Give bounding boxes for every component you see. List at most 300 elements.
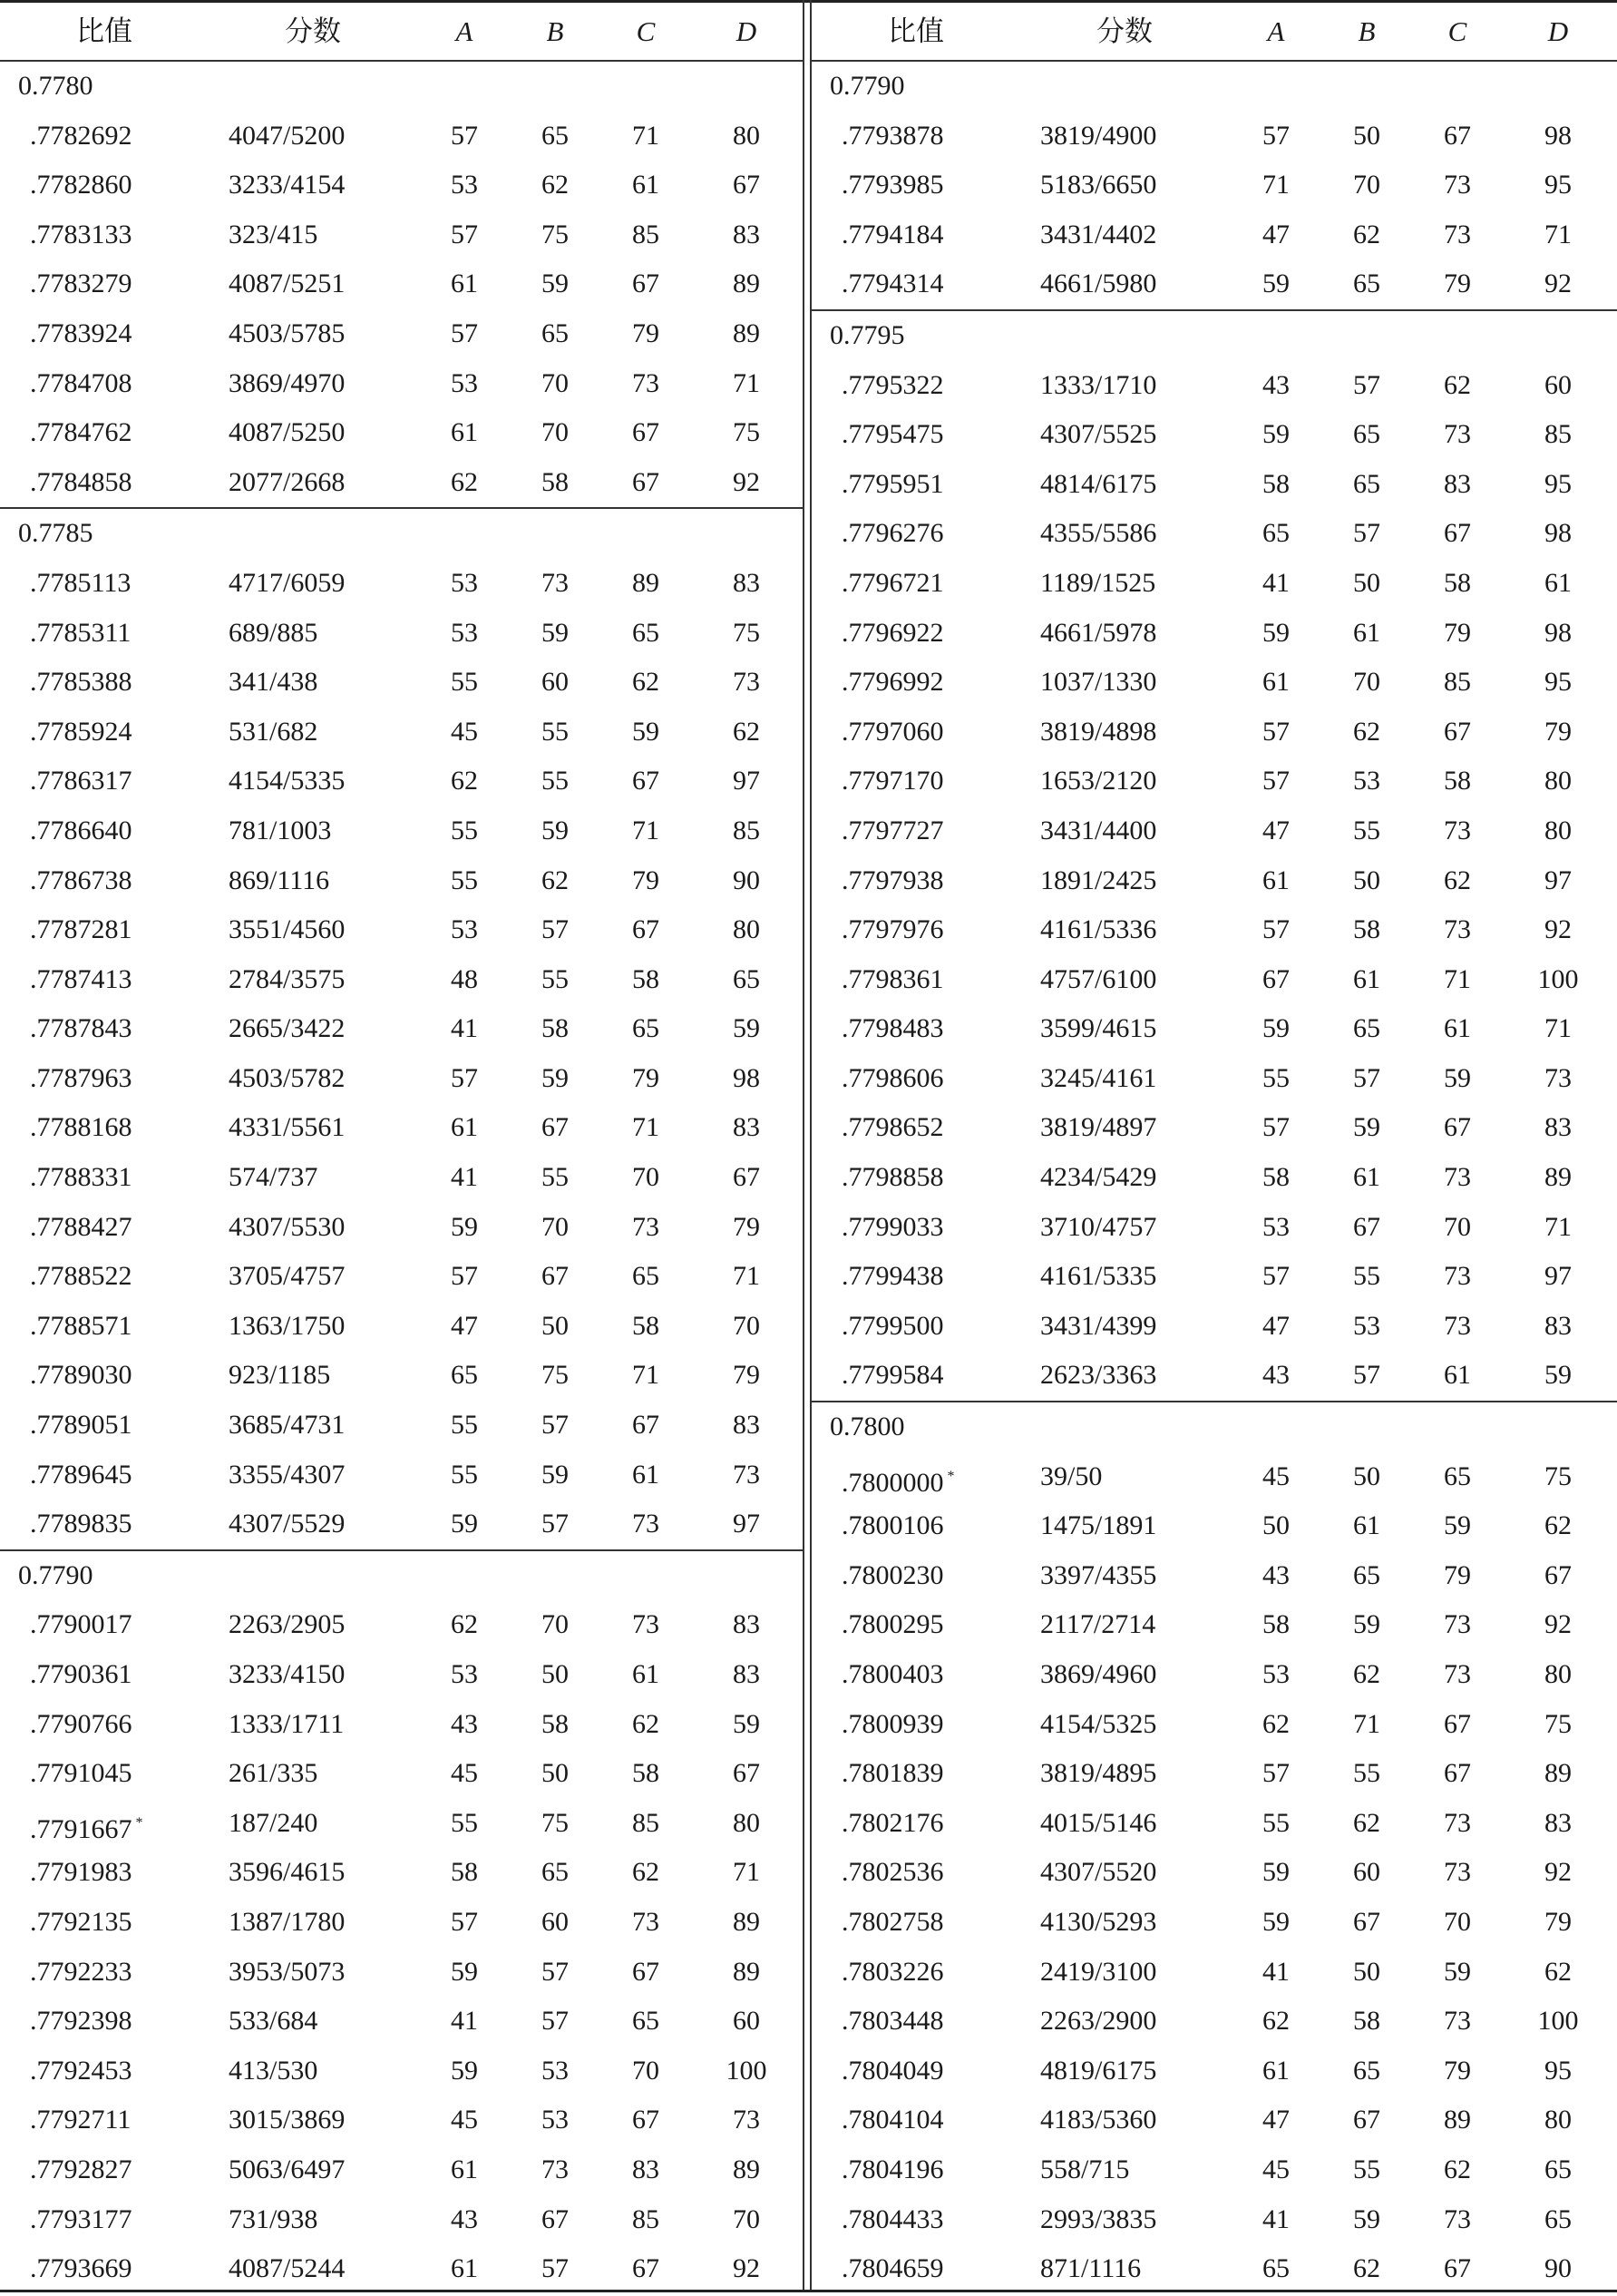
- c-cell: 67: [1444, 1112, 1471, 1143]
- b-cell: 70: [541, 1211, 569, 1242]
- b-cell: 75: [541, 219, 569, 249]
- fraction-cell: 323/415: [229, 219, 318, 249]
- fraction-cell: 574/737: [229, 1162, 318, 1193]
- c-cell: 62: [1444, 2154, 1471, 2184]
- ratio-cell: [842, 1004, 944, 1054]
- ratio-value: .7796992: [842, 667, 944, 698]
- ratio-cell: [842, 1351, 944, 1401]
- a-cell: 59: [1262, 1857, 1290, 1888]
- d-cell: 100: [726, 2055, 767, 2086]
- d-cell: 65: [1544, 2203, 1572, 2234]
- b-cell: 67: [541, 2203, 569, 2234]
- table-row: [812, 1153, 1617, 1203]
- table-row: [812, 2096, 1617, 2145]
- d-cell: 89: [1544, 1162, 1572, 1193]
- d-cell: 59: [733, 1013, 760, 1044]
- ratio-cell: [30, 955, 132, 1005]
- ratio-cell: [842, 1848, 944, 1898]
- ratio-value: .7783279: [30, 269, 132, 299]
- a-cell: 62: [451, 466, 478, 497]
- b-cell: 55: [1353, 1261, 1380, 1292]
- fraction-cell: 4183/5360: [1040, 2105, 1157, 2135]
- d-cell: 59: [1544, 1360, 1572, 1391]
- d-cell: 75: [733, 617, 760, 648]
- ratio-value: .7793669: [30, 2253, 132, 2284]
- c-cell: 79: [1444, 2055, 1471, 2086]
- d-cell: 62: [1544, 1510, 1572, 1541]
- table-row: [812, 361, 1617, 411]
- a-cell: 57: [451, 318, 478, 348]
- ratio-value: .7794184: [842, 219, 944, 249]
- a-cell: 61: [1262, 865, 1290, 895]
- table-row: [0, 1650, 803, 1700]
- ratio-value: .7792827: [30, 2154, 132, 2184]
- d-cell: 95: [1544, 170, 1572, 200]
- b-cell: 55: [1353, 2154, 1380, 2184]
- b-cell: 65: [1353, 269, 1380, 299]
- d-cell: 73: [733, 1459, 760, 1490]
- a-cell: 59: [1262, 269, 1290, 299]
- ratio-cell: [842, 1252, 944, 1302]
- c-cell: 67: [1444, 716, 1471, 747]
- c-cell: 58: [632, 1310, 659, 1341]
- table-row: [0, 708, 803, 757]
- d-cell: 92: [733, 2253, 760, 2284]
- header-c: C: [636, 15, 656, 47]
- b-cell: 57: [1353, 369, 1380, 400]
- fraction-cell: 5183/6650: [1040, 170, 1157, 200]
- b-cell: 59: [541, 269, 569, 299]
- a-cell: 61: [1262, 667, 1290, 698]
- ratio-value: .7800106: [842, 1510, 944, 1541]
- fraction-cell: 3245/4161: [1040, 1062, 1157, 1093]
- ratio-cell: [30, 1500, 132, 1549]
- table-row: [812, 1054, 1617, 1104]
- c-cell: 67: [1444, 1758, 1471, 1789]
- fraction-cell: 2263/2905: [229, 1609, 346, 1640]
- ratio-cell: [842, 905, 944, 955]
- fraction-cell: 2623/3363: [1040, 1360, 1157, 1391]
- ratio-value: .7799438: [842, 1261, 944, 1292]
- b-cell: 50: [541, 1758, 569, 1789]
- d-cell: 71: [733, 1261, 760, 1292]
- d-cell: 89: [733, 2154, 760, 2184]
- d-cell: 79: [1544, 716, 1572, 747]
- table-row: [812, 806, 1617, 856]
- ratio-value: .7784708: [30, 367, 132, 398]
- table-row: [0, 1103, 803, 1153]
- b-cell: 65: [541, 120, 569, 151]
- ratio-value: .7792711: [30, 2105, 132, 2135]
- ratio-value: .7782860: [30, 170, 132, 200]
- d-cell: 59: [733, 1708, 760, 1739]
- c-cell: 73: [632, 1609, 659, 1640]
- table-row: [0, 905, 803, 955]
- a-cell: 59: [1262, 617, 1290, 648]
- c-cell: 71: [632, 815, 659, 845]
- table-row: [0, 1451, 803, 1500]
- b-cell: 55: [541, 716, 569, 747]
- c-cell: 61: [632, 1659, 659, 1689]
- c-cell: 59: [1444, 1510, 1471, 1541]
- ratio-value: .7800000: [842, 1467, 944, 1498]
- ratio-value: .7785113: [30, 567, 132, 598]
- fraction-cell: 3869/4970: [229, 367, 346, 398]
- ratio-value: .7784762: [30, 417, 132, 448]
- a-cell: 58: [451, 1857, 478, 1888]
- group-row: [812, 62, 1617, 112]
- ratio-cell: [842, 509, 944, 559]
- ratio-value: .7788427: [30, 1211, 132, 1242]
- d-cell: 83: [733, 1112, 760, 1143]
- table-row: [812, 1351, 1617, 1401]
- b-cell: 57: [1353, 1360, 1380, 1391]
- d-cell: 80: [1544, 2105, 1572, 2135]
- a-cell: 61: [451, 2253, 478, 2284]
- a-cell: 59: [451, 1211, 478, 1242]
- a-cell: 53: [451, 567, 478, 598]
- table-body: [812, 62, 1617, 2294]
- d-cell: 83: [733, 1410, 760, 1441]
- table-body: [0, 62, 803, 2294]
- ratio-cell: [30, 259, 132, 309]
- table-header: [0, 3, 803, 62]
- b-cell: 55: [541, 1162, 569, 1193]
- table-row: [812, 1848, 1617, 1898]
- table-row: [0, 1004, 803, 1054]
- ratio-cell: [30, 1749, 132, 1799]
- d-cell: 100: [1537, 2006, 1579, 2037]
- b-cell: 50: [1353, 567, 1380, 598]
- ratio-value: .7796721: [842, 567, 944, 598]
- d-cell: 67: [1544, 1559, 1572, 1590]
- d-cell: 83: [1544, 1310, 1572, 1341]
- ratio-value: .7797727: [842, 815, 944, 845]
- table-row: [812, 1799, 1617, 1849]
- header-d: D: [735, 15, 757, 47]
- table-row: [0, 1799, 803, 1849]
- a-cell: 61: [451, 269, 478, 299]
- fraction-cell: 4307/5530: [229, 1211, 346, 1242]
- a-cell: 53: [1262, 1659, 1290, 1689]
- d-cell: 97: [733, 1509, 760, 1539]
- fraction-cell: 1189/1525: [1040, 567, 1156, 598]
- b-cell: 60: [1353, 1857, 1380, 1888]
- ratio-value: .7797170: [842, 766, 944, 796]
- group-row: [0, 507, 803, 559]
- d-cell: 85: [1544, 419, 1572, 450]
- fraction-cell: 1891/2425: [1040, 865, 1157, 895]
- ratio-value: .7802536: [842, 1857, 944, 1888]
- c-cell: 73: [1444, 2203, 1471, 2234]
- ratio-cell: [842, 2096, 944, 2145]
- column-divider: [803, 0, 804, 2292]
- table-row: [812, 1898, 1617, 1948]
- c-cell: 73: [1444, 1162, 1471, 1193]
- a-cell: 53: [451, 617, 478, 648]
- a-cell: 53: [451, 1659, 478, 1689]
- a-cell: 41: [1262, 2203, 1290, 2234]
- table-row: [812, 410, 1617, 460]
- a-cell: 59: [451, 1509, 478, 1539]
- b-cell: 65: [1353, 1013, 1380, 1044]
- c-cell: 65: [632, 1013, 659, 1044]
- group-label: 0.7795: [830, 319, 905, 350]
- fraction-cell: 1363/1750: [229, 1310, 346, 1341]
- d-cell: 95: [1544, 2055, 1572, 2086]
- b-cell: 57: [541, 1509, 569, 1539]
- fraction-cell: 3551/4560: [229, 914, 346, 945]
- table-row: [812, 559, 1617, 609]
- table-row: [0, 1302, 803, 1352]
- ratio-value: .7787281: [30, 914, 132, 945]
- table-row: [0, 856, 803, 906]
- fraction-cell: 4087/5250: [229, 417, 346, 448]
- ratio-cell: [842, 1700, 944, 1750]
- b-cell: 70: [541, 1609, 569, 1640]
- ratio-cell: [30, 1203, 132, 1253]
- d-cell: 62: [733, 716, 760, 747]
- ratio-value: .7793177: [30, 2203, 132, 2234]
- a-cell: 48: [451, 963, 478, 994]
- ratio-cell: [842, 2195, 944, 2245]
- a-cell: 55: [451, 815, 478, 845]
- c-cell: 65: [632, 617, 659, 648]
- a-cell: 55: [451, 865, 478, 895]
- table-row: [812, 757, 1617, 806]
- b-cell: 65: [1353, 2055, 1380, 2086]
- b-cell: 50: [1353, 120, 1380, 151]
- c-cell: 73: [1444, 419, 1471, 450]
- header-b: B: [1358, 15, 1376, 47]
- table-row: [812, 1302, 1617, 1352]
- fraction-cell: 531/682: [229, 716, 318, 747]
- b-cell: 53: [1353, 1310, 1380, 1341]
- header-b: B: [546, 15, 564, 47]
- fraction-cell: 2077/2668: [229, 466, 346, 497]
- fraction-cell: 533/684: [229, 2006, 318, 2037]
- ratio-value: .7797938: [842, 865, 944, 895]
- fraction-cell: 2784/3575: [229, 963, 346, 994]
- table-row: [812, 1004, 1617, 1054]
- b-cell: 50: [541, 1659, 569, 1689]
- d-cell: 71: [1544, 219, 1572, 249]
- table-row: [812, 259, 1617, 309]
- d-cell: 80: [1544, 815, 1572, 845]
- ratio-cell: [842, 1948, 944, 1998]
- ratio-cell: [842, 1799, 944, 1849]
- c-cell: 79: [1444, 617, 1471, 648]
- ratio-cell: [30, 609, 131, 659]
- fraction-cell: 689/885: [229, 617, 318, 648]
- fraction-cell: 4503/5785: [229, 318, 346, 348]
- d-cell: 90: [1544, 2253, 1572, 2284]
- d-cell: 83: [1544, 1807, 1572, 1838]
- c-cell: 73: [1444, 914, 1471, 945]
- a-cell: 59: [451, 2055, 478, 2086]
- ratio-cell: [842, 1302, 944, 1352]
- d-cell: 89: [733, 318, 760, 348]
- fraction-cell: 2419/3100: [1040, 1956, 1157, 1987]
- b-cell: 55: [1353, 815, 1380, 845]
- table-row: [0, 309, 803, 359]
- d-cell: 60: [733, 2006, 760, 2037]
- c-cell: 65: [632, 2006, 659, 2037]
- ratio-value: .7787963: [30, 1062, 132, 1093]
- ratio-value: .7788522: [30, 1261, 132, 1292]
- header-a: A: [455, 15, 473, 47]
- c-cell: 71: [632, 1360, 659, 1391]
- table-row: [0, 806, 803, 856]
- exact-marker: *: [135, 1814, 143, 1831]
- a-cell: 59: [451, 1956, 478, 1987]
- c-cell: 67: [1444, 1708, 1471, 1739]
- c-cell: 85: [632, 2203, 659, 2234]
- a-cell: 57: [451, 1062, 478, 1093]
- d-cell: 60: [1544, 369, 1572, 400]
- a-cell: 59: [1262, 419, 1290, 450]
- table-row: [812, 1103, 1617, 1153]
- ratio-value: .7785388: [30, 667, 132, 698]
- ratio-value: .7789835: [30, 1509, 132, 1539]
- fraction-cell: 3710/4757: [1040, 1211, 1157, 1242]
- a-cell: 62: [451, 1609, 478, 1640]
- a-cell: 47: [1262, 219, 1290, 249]
- fraction-cell: 4757/6100: [1040, 963, 1157, 994]
- ratio-value: .7793985: [842, 170, 944, 200]
- exact-marker: *: [947, 1468, 955, 1484]
- c-cell: 62: [632, 1857, 659, 1888]
- b-cell: 62: [1353, 2253, 1380, 2284]
- d-cell: 79: [733, 1360, 760, 1391]
- table-row: [0, 609, 803, 659]
- table-row: [0, 408, 803, 458]
- d-cell: 97: [1544, 1261, 1572, 1292]
- a-cell: 43: [1262, 369, 1290, 400]
- ratio-cell: [30, 458, 132, 508]
- ratio-value: .7791045: [30, 1758, 132, 1789]
- table-row: [0, 1500, 803, 1549]
- d-cell: 73: [733, 2105, 760, 2135]
- table-row: [0, 1351, 803, 1401]
- b-cell: 50: [1353, 1956, 1380, 1987]
- table-row: [0, 2244, 803, 2294]
- d-cell: 95: [1544, 667, 1572, 698]
- fraction-cell: 1333/1710: [1040, 369, 1157, 400]
- d-cell: 73: [733, 667, 760, 698]
- d-cell: 71: [1544, 1211, 1572, 1242]
- c-cell: 73: [1444, 1609, 1471, 1640]
- table-row: [0, 1401, 803, 1451]
- b-cell: 59: [541, 1459, 569, 1490]
- d-cell: 80: [1544, 1659, 1572, 1689]
- c-cell: 70: [632, 2055, 659, 2086]
- a-cell: 61: [451, 1112, 478, 1143]
- header-fraction: 分数: [285, 15, 341, 47]
- d-cell: 92: [733, 466, 760, 497]
- c-cell: 61: [1444, 1013, 1471, 1044]
- b-cell: 60: [541, 667, 569, 698]
- ratio-cell: [842, 2047, 944, 2096]
- ratio-value: .7783924: [30, 318, 132, 348]
- ratio-cell: [30, 1401, 132, 1451]
- group-label: 0.7790: [830, 71, 905, 101]
- fraction-cell: 1653/2120: [1040, 766, 1157, 796]
- a-cell: 57: [1262, 716, 1290, 747]
- ratio-value: .7783133: [30, 219, 132, 249]
- table-row: [812, 708, 1617, 757]
- d-cell: 89: [733, 269, 760, 299]
- table-row: [812, 210, 1617, 260]
- ratio-value: .7800230: [842, 1559, 944, 1590]
- ratio-cell: [30, 658, 132, 708]
- d-cell: 92: [1544, 1609, 1572, 1640]
- c-cell: 61: [632, 170, 659, 200]
- fraction-cell: 413/530: [229, 2055, 318, 2086]
- c-cell: 59: [1444, 1956, 1471, 1987]
- d-cell: 61: [1544, 567, 1572, 598]
- ratio-cell: [30, 1451, 132, 1500]
- a-cell: 53: [451, 367, 478, 398]
- ratio-value: .7786738: [30, 865, 132, 895]
- c-cell: 79: [632, 1062, 659, 1093]
- ratio-value: .7804049: [842, 2055, 944, 2086]
- d-cell: 90: [733, 865, 760, 895]
- group-label: 0.7780: [18, 71, 93, 101]
- ratio-value: .7786317: [30, 766, 132, 796]
- fraction-cell: 1387/1780: [229, 1906, 346, 1937]
- table-row: [0, 1749, 803, 1799]
- c-cell: 85: [1444, 667, 1471, 698]
- c-cell: 70: [1444, 1906, 1471, 1937]
- b-cell: 57: [1353, 518, 1380, 549]
- b-cell: 67: [1353, 1211, 1380, 1242]
- fraction-cell: 4234/5429: [1040, 1162, 1157, 1193]
- ratio-value: .7798361: [842, 963, 944, 994]
- a-cell: 41: [1262, 567, 1290, 598]
- table-row: [0, 1203, 803, 1253]
- a-cell: 57: [451, 1906, 478, 1937]
- d-cell: 80: [733, 914, 760, 945]
- b-cell: 59: [1353, 1609, 1380, 1640]
- fraction-cell: 4087/5244: [229, 2253, 346, 2284]
- group-row: [0, 1549, 803, 1601]
- a-cell: 41: [1262, 1956, 1290, 1987]
- ratio-value: .7802758: [842, 1906, 944, 1937]
- fraction-cell: 3355/4307: [229, 1459, 346, 1490]
- fraction-cell: 3599/4615: [1040, 1013, 1157, 1044]
- table-row: [0, 2195, 803, 2245]
- ratio-cell: [30, 1004, 132, 1054]
- group-row: [0, 62, 803, 112]
- c-cell: 67: [632, 2105, 659, 2135]
- ratio-cell: [842, 955, 944, 1005]
- a-cell: 57: [1262, 1112, 1290, 1143]
- table-row: [812, 2145, 1617, 2195]
- ratio-cell: [842, 559, 944, 609]
- ratio-cell: [30, 856, 132, 906]
- fraction-cell: 3819/4895: [1040, 1758, 1157, 1789]
- table-row: [0, 955, 803, 1005]
- b-cell: 53: [1353, 766, 1380, 796]
- ratio-cell: [30, 210, 132, 260]
- ratio-value: .7792453: [30, 2055, 132, 2086]
- ratio-cell: [30, 1848, 132, 1898]
- group-row: [812, 1401, 1617, 1452]
- header-a: A: [1267, 15, 1285, 47]
- c-cell: 62: [1444, 865, 1471, 895]
- ratio-value: .7790766: [30, 1708, 132, 1739]
